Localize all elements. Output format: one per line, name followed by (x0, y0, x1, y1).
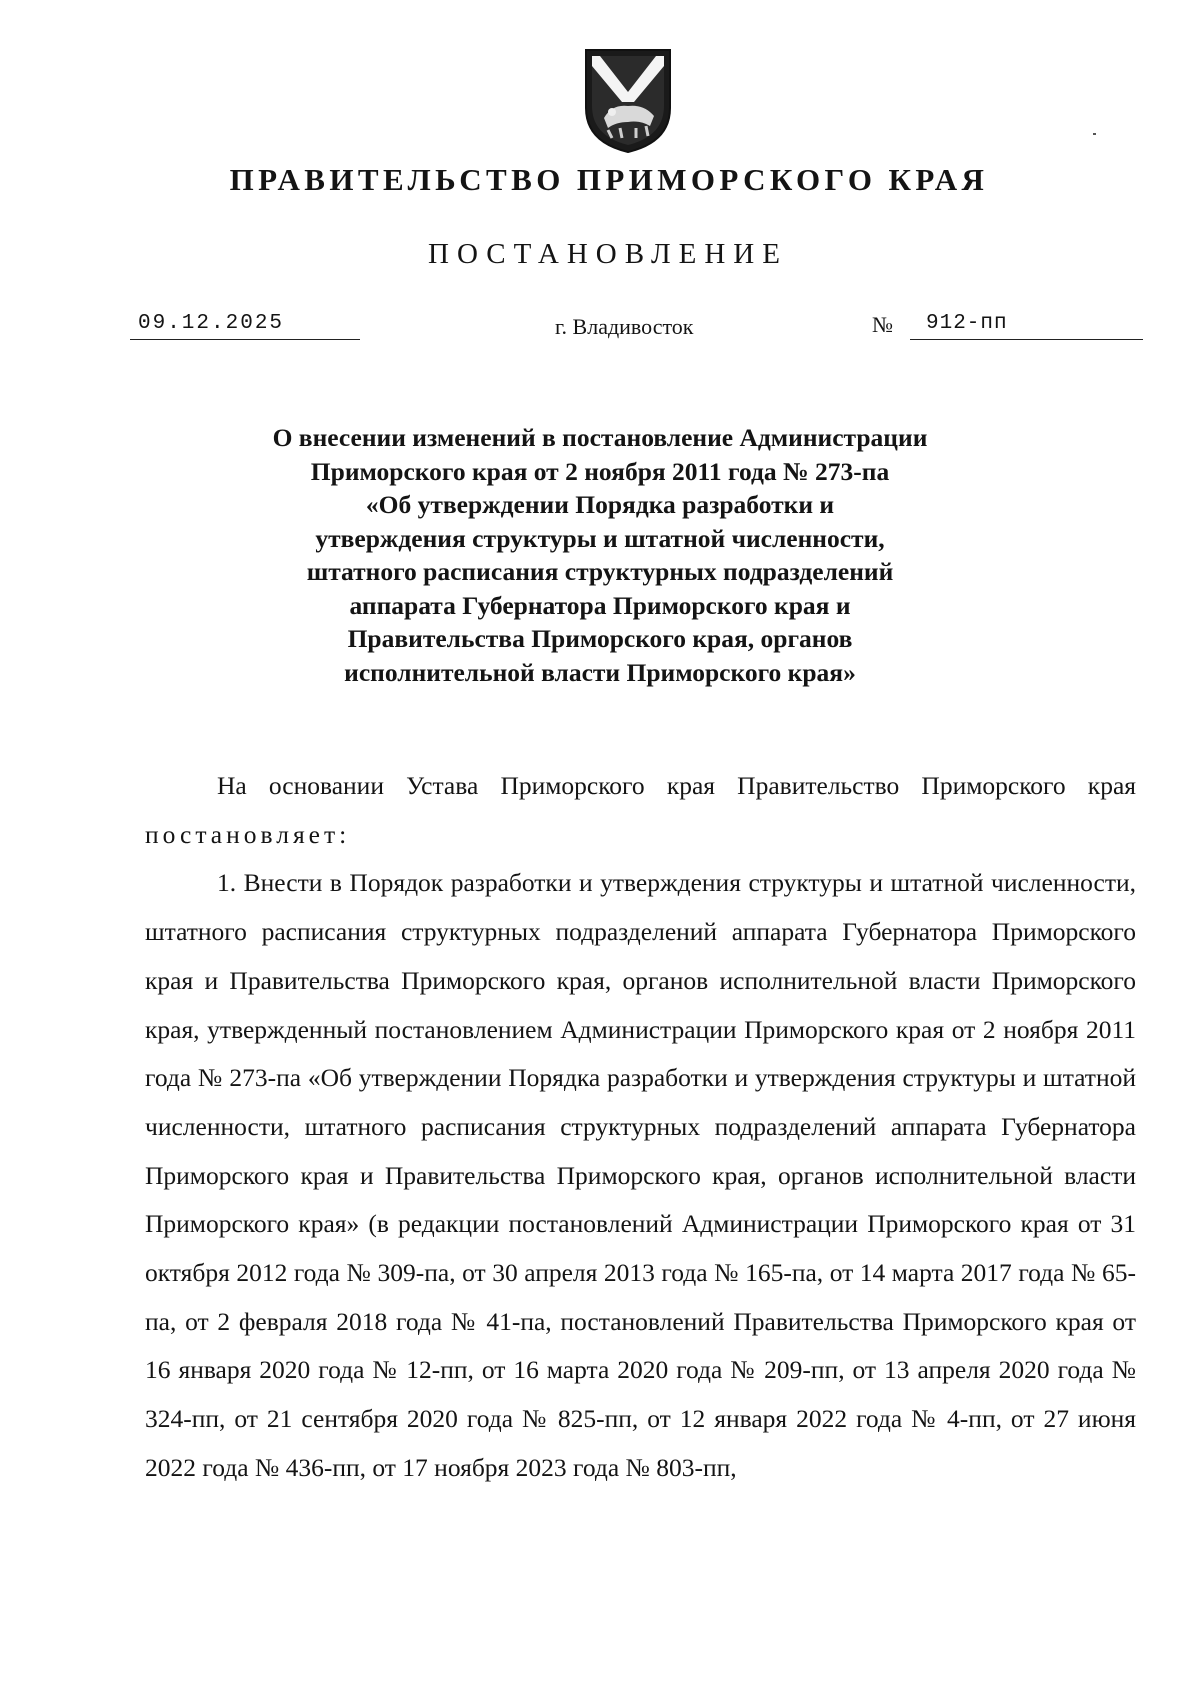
document-date: 09.12.2025 (130, 312, 360, 340)
heading-line: О внесении изменений в постановление Администрации (272, 423, 928, 452)
item-1-paragraph: 1. Внести в Порядок разработки и утверждения структуры и штатной численности, штатного расписания структурных подразделений аппарата Губернатора Приморского края и Правительства Приморского края, органов исполнительной власти Приморского края, утвержденный постановлением Администрации Приморского края от 2 ноября 2011 года № 273-па «Об утверждении Порядка разработки и утверждения структуры и штатной численности, штатного расписания структурных подразделений аппарата Губернатора Приморского края и Правительства Приморского края, органов исполнительной власти Приморского края» (в редакции постановлений Администрации Приморского края от 31 октября 2012 года № 309-па, от 30 апреля 2013 года № 165-па, от 14 марта 2017 года № 65-па, от 2 февраля 2018 года № 41-па, постановлений Правительства Приморского края от 16 января 2020 года № 12-пп, от 16 марта 2020 года № 209-пп, от 13 апреля 2020 года № 324-пп, от 21 сентября 2020 года № 825-пп, от 12 января 2022 года № 4-пп, от 27 июня 2022 года № 436-пп, от 17 ноября 2023 года № 803-пп, (145, 868, 1136, 1482)
document-number-label: № (872, 312, 893, 337)
preamble-text: На основании Устава Приморского края Правительство Приморского края (217, 771, 1136, 800)
heading-line: утверждения структуры и штатной численности, (315, 523, 885, 553)
heading-line: Правительства Приморского края, органов (347, 624, 853, 653)
decree-word: постановляет: (145, 819, 351, 849)
government-title: ПРАВИТЕЛЬСТВО ПРИМОРСКОГО КРАЯ (229, 162, 989, 197)
coat-of-arms-icon (582, 46, 674, 156)
heading-line: штатного расписания структурных подразделений (306, 557, 894, 586)
heading-line: Приморского края от 2 ноября 2011 года № 273-па (310, 456, 890, 486)
heading-line: «Об утверждении Порядка разработки и (365, 490, 835, 519)
document-number: 912-пп (910, 312, 1143, 340)
heading-line: аппарата Губернатора Приморского края и (349, 590, 851, 620)
document-body (145, 762, 1136, 1493)
preamble-paragraph (145, 762, 1136, 859)
document-type: ПОСТАНОВЛЕНИЕ (428, 238, 788, 270)
document-heading (0, 421, 1200, 689)
document-city: г. Владивосток (555, 314, 694, 339)
heading-line: исполнительной власти Приморского края» (344, 657, 856, 687)
scan-speck (1093, 133, 1096, 135)
